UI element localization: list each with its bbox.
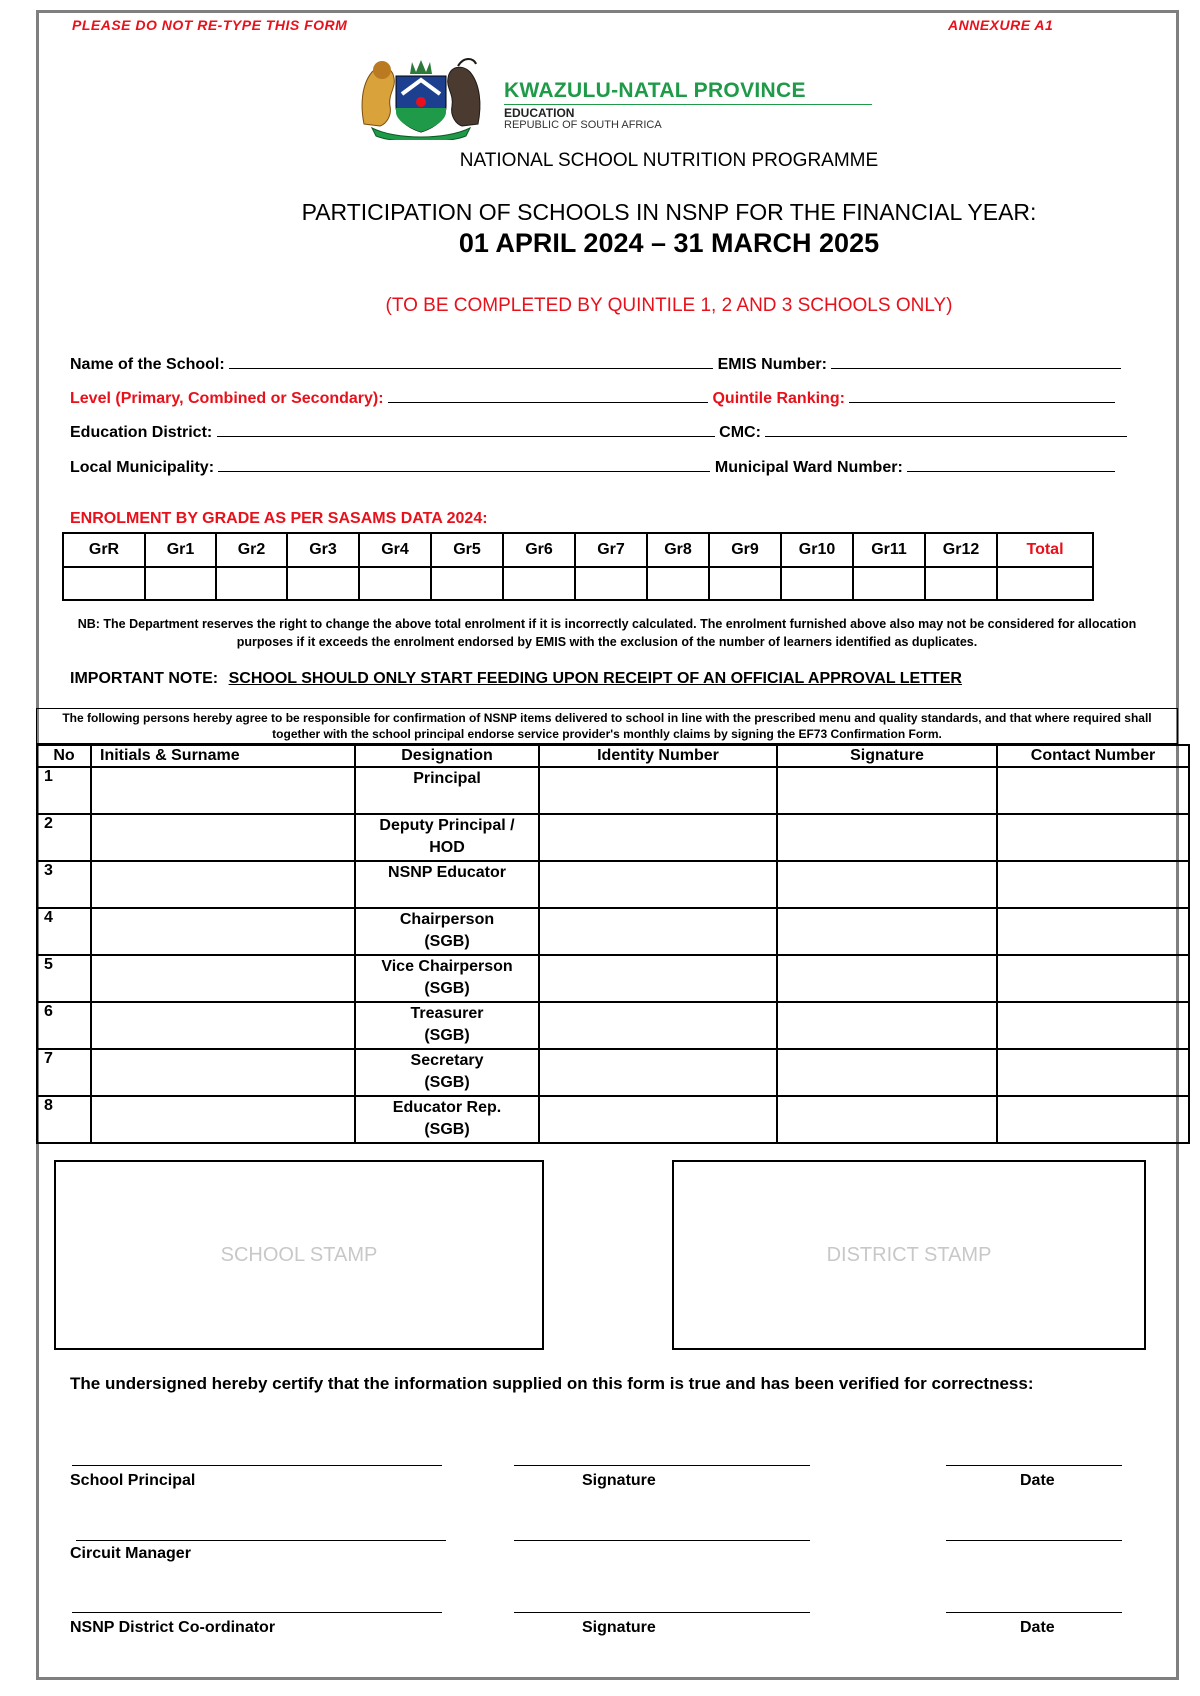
persons-intro: The following persons hereby agree to be responsible for confirmation of NSNP items delivered to school in line with the prescribed menu and quality standards, and that where required shall together with the school principal endorse service provider's monthly claims by signing the EF73 Confirmation Form. — [36, 708, 1178, 744]
grade-header: Gr7 — [575, 533, 647, 567]
identity-cell[interactable] — [539, 767, 777, 814]
enrolment-heading: ENROLMENT BY GRADE AS PER SASAMS DATA 2024: — [70, 510, 488, 527]
signature-cell[interactable] — [777, 861, 997, 908]
grade-header: Gr4 — [359, 533, 431, 567]
col-designation: Designation — [355, 745, 539, 767]
signature-cell[interactable] — [777, 908, 997, 955]
signature-cell[interactable] — [777, 1049, 997, 1096]
coordinator-sign-line[interactable] — [514, 1612, 810, 1613]
col-signature: Signature — [777, 745, 997, 767]
table-row — [37, 767, 1189, 814]
grade-input[interactable] — [575, 567, 647, 600]
identity-cell[interactable] — [539, 1002, 777, 1049]
table-row — [37, 1049, 1189, 1096]
coordinator-label: NSNP District Co-ordinator — [70, 1619, 276, 1636]
important-note — [70, 670, 962, 688]
quintile-label: Quintile Ranking: — [712, 390, 845, 407]
grade-input[interactable] — [647, 567, 709, 600]
coat-of-arms-icon — [352, 54, 490, 140]
country-name: REPUBLIC OF SOUTH AFRICA — [504, 119, 662, 131]
designation-cell: Treasurer (SGB) — [355, 1002, 539, 1049]
field-row-district — [70, 422, 1142, 442]
certify-statement: The undersigned hereby certify that the information supplied on this form is true and has been verified for correctness: — [70, 1374, 1034, 1393]
row-number: 7 — [37, 1049, 91, 1096]
grade-header: Gr12 — [925, 533, 997, 567]
principal-sign-line[interactable] — [514, 1465, 810, 1466]
school-name-input[interactable] — [229, 354, 713, 369]
important-label: IMPORTANT NOTE: — [70, 670, 219, 687]
emis-label: EMIS Number: — [717, 356, 827, 373]
designation-cell: Educator Rep. (SGB) — [355, 1096, 539, 1143]
grade-input[interactable] — [781, 567, 853, 600]
contact-cell[interactable] — [997, 1049, 1189, 1096]
total-header: Total — [997, 533, 1093, 567]
coordinator-date-line[interactable] — [946, 1612, 1122, 1613]
municipality-input[interactable] — [218, 457, 710, 472]
name-cell[interactable] — [91, 1096, 355, 1143]
grade-input[interactable] — [709, 567, 781, 600]
grade-input[interactable] — [216, 567, 287, 600]
programme-title: NATIONAL SCHOOL NUTRITION PROGRAMME — [459, 150, 879, 171]
signature-cell[interactable] — [777, 814, 997, 861]
table-row — [37, 908, 1189, 955]
financial-period: 01 APRIL 2024 – 31 MARCH 2025 — [458, 228, 880, 258]
coordinator-signature-line[interactable] — [72, 1612, 442, 1613]
signature-cell[interactable] — [777, 955, 997, 1002]
contact-cell[interactable] — [997, 767, 1189, 814]
principal-label: School Principal — [70, 1472, 196, 1489]
name-cell[interactable] — [91, 814, 355, 861]
quintile-input[interactable] — [849, 388, 1115, 403]
field-row-school — [70, 354, 1142, 374]
circuit-signature-line[interactable] — [76, 1540, 446, 1541]
district-label: Education District: — [70, 424, 213, 441]
table-row — [37, 1002, 1189, 1049]
province-name: KWAZULU-NATAL PROVINCE — [504, 79, 806, 102]
level-input[interactable] — [388, 388, 708, 403]
grade-header: GrR — [63, 533, 145, 567]
grade-input[interactable] — [431, 567, 503, 600]
ward-label: Municipal Ward Number: — [714, 459, 903, 476]
contact-cell[interactable] — [997, 908, 1189, 955]
grade-input[interactable] — [503, 567, 575, 600]
grade-input[interactable] — [925, 567, 997, 600]
grade-header: Gr1 — [145, 533, 216, 567]
contact-cell[interactable] — [997, 1002, 1189, 1049]
school-name-label: Name of the School: — [70, 356, 225, 373]
circuit-sign-line[interactable] — [514, 1540, 810, 1541]
grade-header: Gr11 — [853, 533, 925, 567]
row-number: 2 — [37, 814, 91, 861]
row-number: 1 — [37, 767, 91, 814]
circuit-label: Circuit Manager — [70, 1545, 191, 1562]
contact-cell[interactable] — [997, 814, 1189, 861]
district-input[interactable] — [217, 422, 715, 437]
signature-cell[interactable] — [777, 767, 997, 814]
persons-table — [36, 744, 1190, 1144]
principal-date-line[interactable] — [946, 1465, 1122, 1466]
name-cell[interactable] — [91, 861, 355, 908]
name-cell[interactable] — [91, 955, 355, 1002]
grade-input[interactable] — [145, 567, 216, 600]
signature-label: Signature — [582, 1472, 656, 1489]
designation-cell: Secretary (SGB) — [355, 1049, 539, 1096]
quintile-note: (TO BE COMPLETED BY QUINTILE 1, 2 AND 3 SCHOOLS ONLY) — [385, 295, 953, 316]
field-row-level — [70, 388, 1142, 408]
col-identity: Identity Number — [539, 745, 777, 767]
row-number: 6 — [37, 1002, 91, 1049]
circuit-date-line[interactable] — [946, 1540, 1122, 1541]
col-name: Initials & Surname — [91, 745, 355, 767]
enrolment-table — [62, 532, 1094, 601]
designation-cell: Deputy Principal / HOD — [355, 814, 539, 861]
table-row — [37, 955, 1189, 1002]
table-row — [37, 814, 1189, 861]
grade-input[interactable] — [853, 567, 925, 600]
col-contact: Contact Number — [997, 745, 1189, 767]
row-number: 4 — [37, 908, 91, 955]
name-cell[interactable] — [91, 767, 355, 814]
logo-divider — [504, 104, 872, 105]
total-input[interactable] — [997, 567, 1093, 600]
table-row — [37, 1096, 1189, 1143]
grade-input[interactable] — [287, 567, 359, 600]
level-label: Level (Primary, Combined or Secondary): — [70, 390, 384, 407]
identity-cell[interactable] — [539, 908, 777, 955]
grade-input[interactable] — [63, 567, 145, 600]
department-name: EDUCATION — [504, 106, 575, 120]
ward-input[interactable] — [907, 457, 1115, 472]
municipality-label: Local Municipality: — [70, 459, 215, 476]
table-row — [37, 861, 1189, 908]
field-row-municipality — [70, 457, 1142, 477]
designation-cell: Vice Chairperson (SGB) — [355, 955, 539, 1002]
important-text: SCHOOL SHOULD ONLY START FEEDING UPON RECEIPT OF AN OFFICIAL APPROVAL LETTER — [228, 670, 962, 687]
contact-cell[interactable] — [997, 861, 1189, 908]
grade-header: Gr3 — [287, 533, 359, 567]
grade-header: Gr6 — [503, 533, 575, 567]
identity-cell[interactable] — [539, 1049, 777, 1096]
cmc-input[interactable] — [765, 422, 1127, 437]
col-no: No — [37, 745, 91, 767]
contact-cell[interactable] — [997, 955, 1189, 1002]
designation-cell: Chairperson (SGB) — [355, 908, 539, 955]
principal-signature-line[interactable] — [72, 1465, 442, 1466]
grade-header: Gr5 — [431, 533, 503, 567]
date-label: Date — [1020, 1472, 1055, 1489]
grade-header: Gr2 — [216, 533, 287, 567]
school-stamp-label: SCHOOL STAMP — [220, 1243, 378, 1266]
row-number: 5 — [37, 955, 91, 1002]
name-cell[interactable] — [91, 1002, 355, 1049]
name-cell[interactable] — [91, 1049, 355, 1096]
identity-cell[interactable] — [539, 814, 777, 861]
designation-cell: Principal — [355, 767, 539, 814]
row-number: 8 — [37, 1096, 91, 1143]
grade-header: Gr8 — [647, 533, 709, 567]
identity-cell[interactable] — [539, 955, 777, 1002]
signature-cell[interactable] — [777, 1002, 997, 1049]
grade-header: Gr9 — [709, 533, 781, 567]
cmc-label: CMC: — [719, 424, 761, 441]
grade-input[interactable] — [359, 567, 431, 600]
participation-title: PARTICIPATION OF SCHOOLS IN NSNP FOR THE FINANCIAL YEAR: — [301, 199, 1037, 225]
grade-header: Gr10 — [781, 533, 853, 567]
do-not-retype-note: PLEASE DO NOT RE-TYPE THIS FORM — [72, 17, 348, 33]
contact-cell[interactable] — [997, 1096, 1189, 1143]
annexure-label: ANNEXURE A1 — [948, 17, 1054, 33]
school-stamp-box[interactable] — [54, 1160, 544, 1350]
signature-cell[interactable] — [777, 1096, 997, 1143]
enrolment-nb: NB: The Department reserves the right to change the above total enrolment if it is incorrectly calculated. The enrolment furnished above also may not be considered for allocation purposes if it exceeds the enrolment endorsed by EMIS with the exclusion of the number of learners identified as duplicates. — [77, 617, 1137, 649]
identity-cell[interactable] — [539, 861, 777, 908]
coordinator-signature-label: Signature — [582, 1619, 656, 1636]
row-number: 3 — [37, 861, 91, 908]
coordinator-date-label: Date — [1020, 1619, 1055, 1636]
district-stamp-box[interactable] — [672, 1160, 1146, 1350]
emis-input[interactable] — [831, 354, 1121, 369]
district-stamp-label: DISTRICT STAMP — [826, 1243, 992, 1266]
name-cell[interactable] — [91, 908, 355, 955]
identity-cell[interactable] — [539, 1096, 777, 1143]
designation-cell: NSNP Educator — [355, 861, 539, 908]
